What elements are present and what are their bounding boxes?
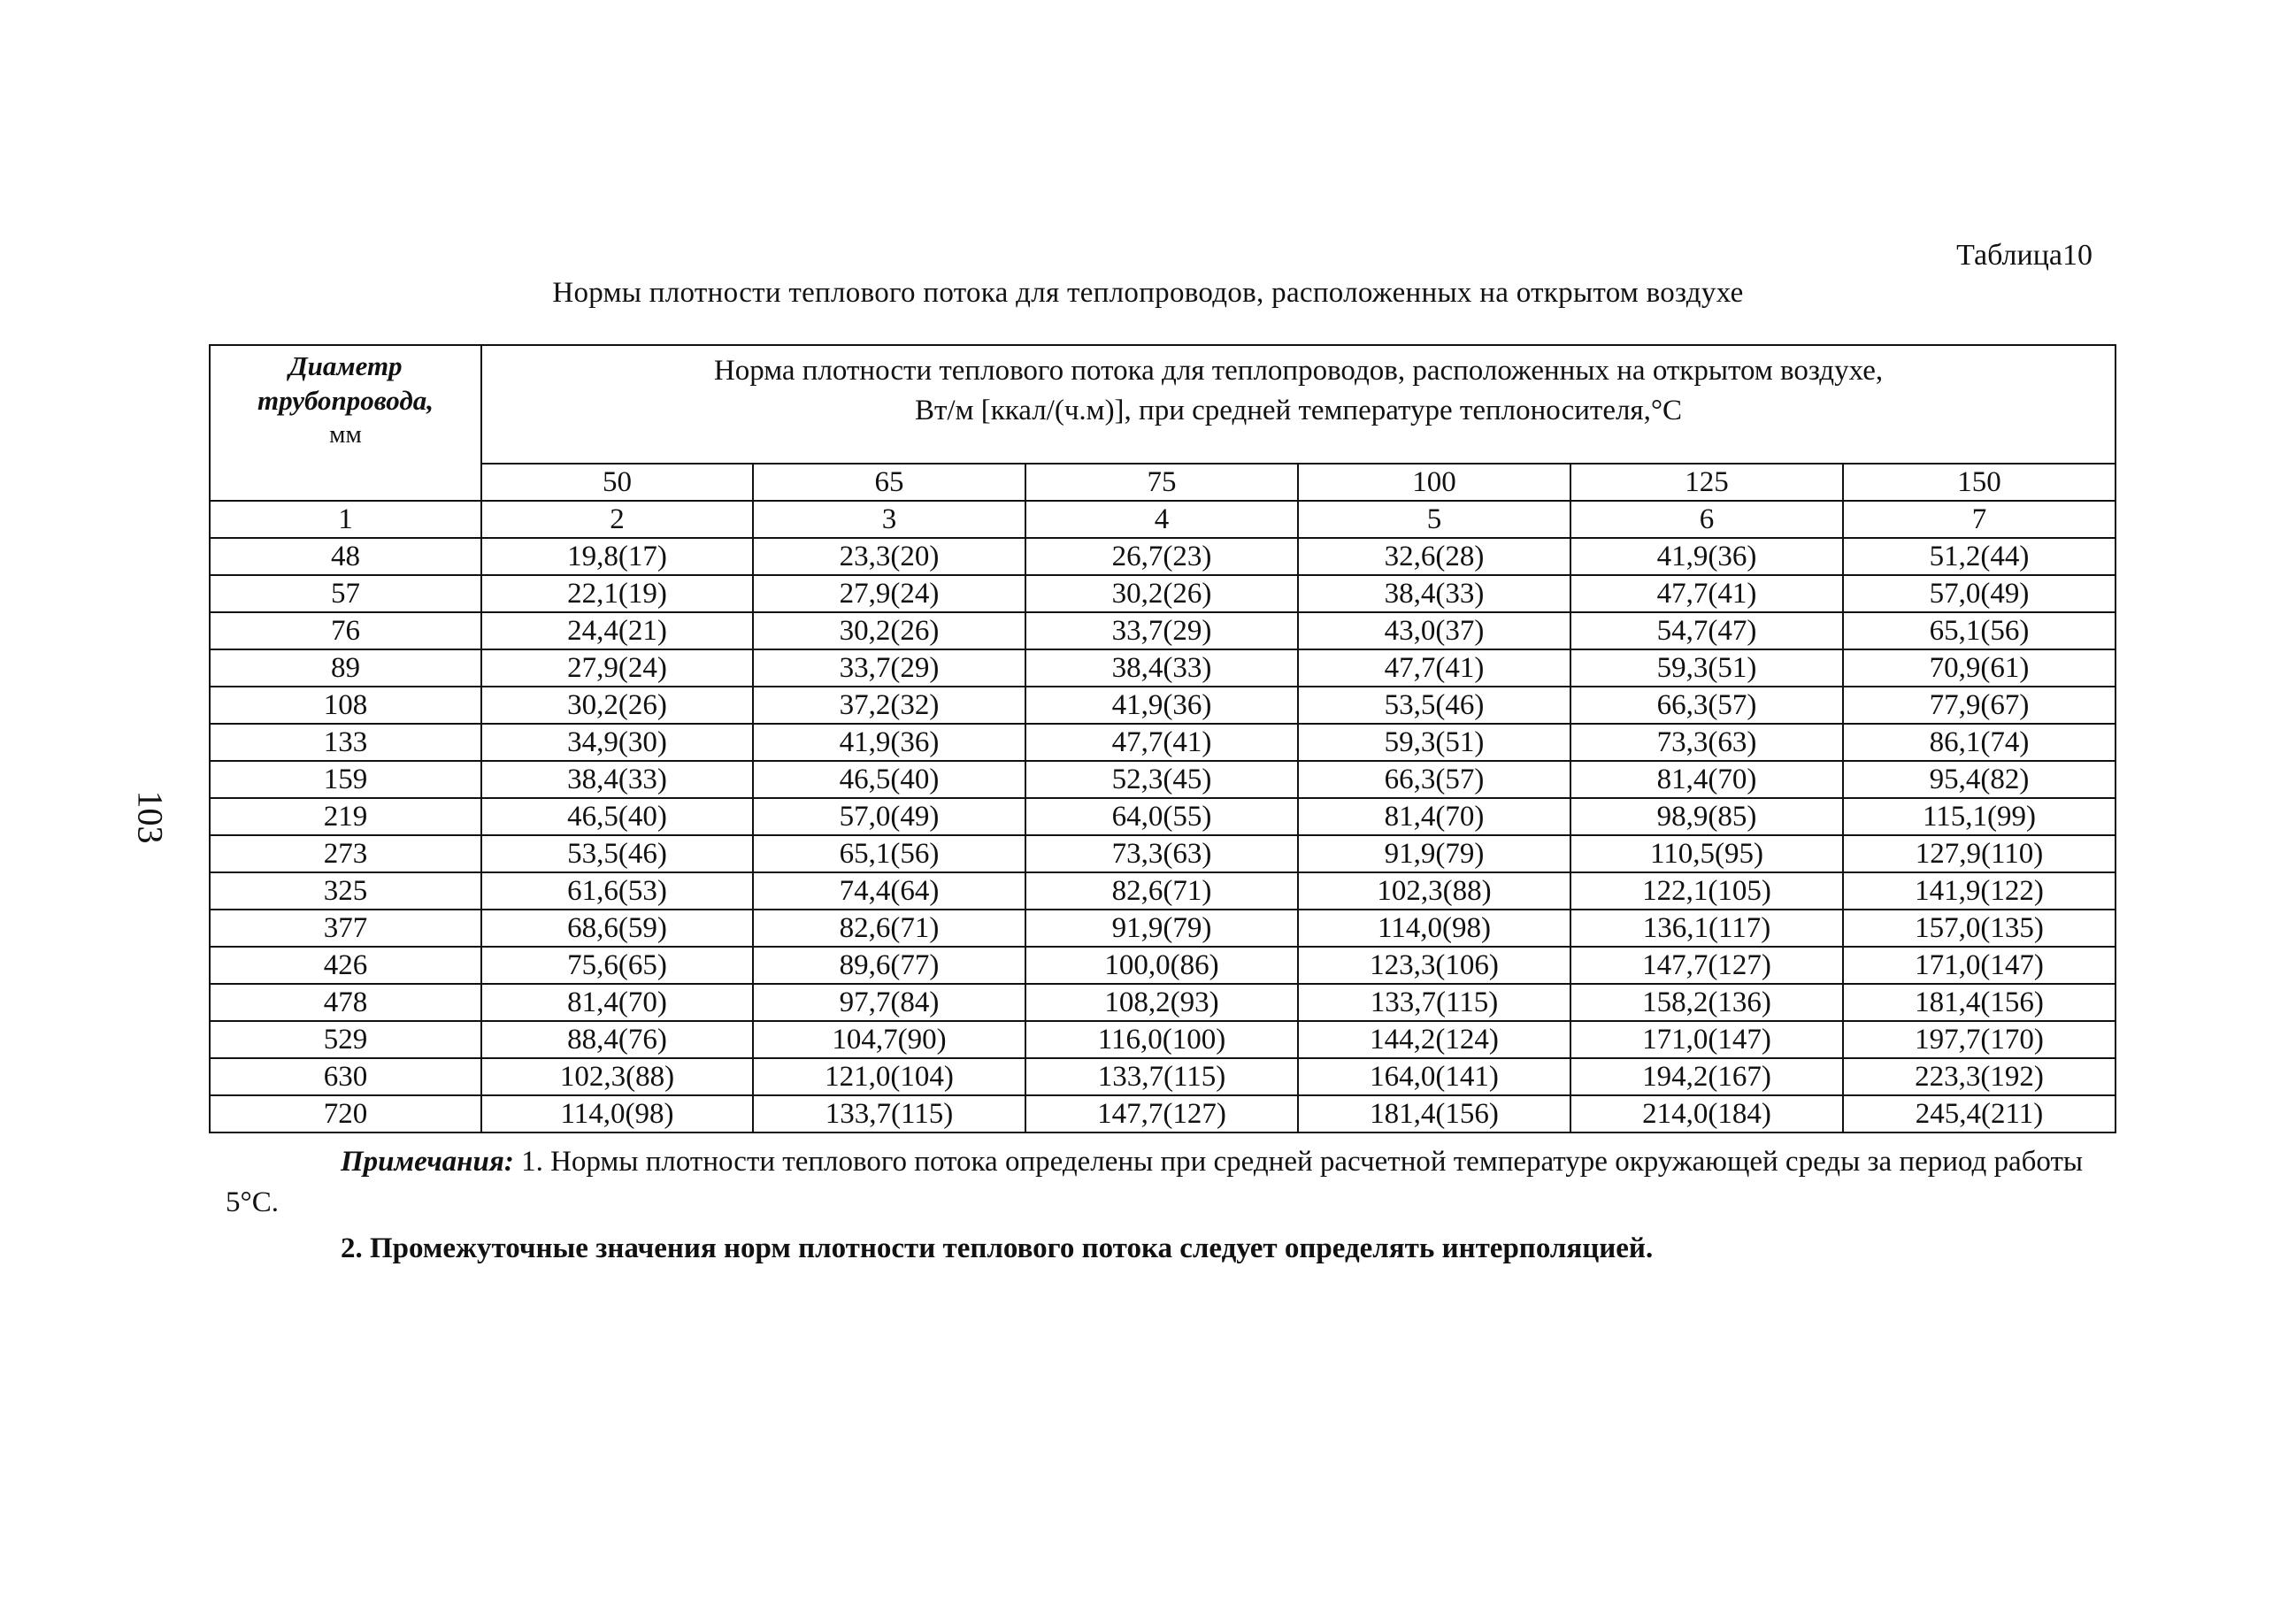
value-cell: 121,0(104): [753, 1058, 1025, 1095]
table-row: [210, 910, 2116, 947]
heat-flux-norms-table: [209, 344, 2116, 1133]
value-cell: 91,9(79): [1298, 835, 1570, 872]
value-cell: 43,0(37): [1298, 612, 1570, 649]
diameter-header-line: трубопровода,: [257, 384, 434, 416]
table-row: [210, 538, 2116, 575]
column-number: 7: [1843, 501, 2116, 538]
table-row: [210, 687, 2116, 724]
temperature-header: 50: [481, 464, 753, 501]
value-cell: 33,7(29): [1025, 612, 1298, 649]
value-cell: 171,0(147): [1570, 1021, 1843, 1058]
table-row: [210, 984, 2116, 1021]
value-cell: 57,0(49): [1843, 575, 2116, 612]
diameter-cell: 76: [210, 612, 481, 649]
value-cell: 30,2(26): [1025, 575, 1298, 612]
value-cell: 95,4(82): [1843, 761, 2116, 798]
diameter-cell: 159: [210, 761, 481, 798]
value-cell: 47,7(41): [1025, 724, 1298, 761]
value-cell: 81,4(70): [481, 984, 753, 1021]
column-number: 5: [1298, 501, 1570, 538]
column-number: 2: [481, 501, 753, 538]
value-cell: 88,4(76): [481, 1021, 753, 1058]
value-cell: 194,2(167): [1570, 1058, 1843, 1095]
value-cell: 133,7(115): [1025, 1058, 1298, 1095]
diameter-cell: 325: [210, 872, 481, 910]
value-cell: 51,2(44): [1843, 538, 2116, 575]
value-cell: 158,2(136): [1570, 984, 1843, 1021]
value-cell: 147,7(127): [1025, 1095, 1298, 1132]
value-cell: 30,2(26): [481, 687, 753, 724]
temperature-row: [210, 464, 2116, 501]
value-cell: 34,9(30): [481, 724, 753, 761]
diameter-cell: 57: [210, 575, 481, 612]
value-cell: 123,3(106): [1298, 947, 1570, 984]
value-cell: 23,3(20): [753, 538, 1025, 575]
temperature-header: 75: [1025, 464, 1298, 501]
value-cell: 81,4(70): [1298, 798, 1570, 835]
value-cell: 104,7(90): [753, 1021, 1025, 1058]
diameter-cell: 720: [210, 1095, 481, 1132]
table-row: [210, 872, 2116, 910]
temperature-header: 65: [753, 464, 1025, 501]
value-cell: 38,4(33): [1298, 575, 1570, 612]
value-cell: 22,1(19): [481, 575, 753, 612]
value-cell: 100,0(86): [1025, 947, 1298, 984]
value-cell: 164,0(141): [1298, 1058, 1570, 1095]
value-cell: 19,8(17): [481, 538, 753, 575]
value-cell: 147,7(127): [1570, 947, 1843, 984]
column-number: 4: [1025, 501, 1298, 538]
diameter-header-unit: мм: [329, 419, 362, 449]
value-cell: 41,9(36): [1570, 538, 1843, 575]
diameter-cell: 377: [210, 910, 481, 947]
column-number: 3: [753, 501, 1025, 538]
diameter-cell: 478: [210, 984, 481, 1021]
value-cell: 24,4(21): [481, 612, 753, 649]
value-cell: 157,0(135): [1843, 910, 2116, 947]
column-number: 6: [1570, 501, 1843, 538]
value-cell: 61,6(53): [481, 872, 753, 910]
column-number: 1: [210, 501, 481, 538]
column-number-row: [210, 501, 2116, 538]
value-cell: 38,4(33): [1025, 649, 1298, 687]
value-cell: 26,7(23): [1025, 538, 1298, 575]
notes-label: Примечания:: [341, 1146, 514, 1178]
value-cell: 127,9(110): [1843, 835, 2116, 872]
note-1-text: 1. Нормы плотности теплового потока определены при средней расчетной температуре окружающей среды за период работы 5°С.: [226, 1146, 2084, 1218]
value-cell: 70,9(61): [1843, 649, 2116, 687]
temperature-header: 100: [1298, 464, 1570, 501]
value-cell: 181,4(156): [1843, 984, 2116, 1021]
value-cell: 141,9(122): [1843, 872, 2116, 910]
notes: [226, 1141, 2128, 1269]
value-cell: 102,3(88): [1298, 872, 1570, 910]
value-cell: 86,1(74): [1843, 724, 2116, 761]
value-cell: 57,0(49): [753, 798, 1025, 835]
norm-header-line: Норма плотности теплового потока для теплопроводов, расположенных на открытом воздухе,: [713, 355, 1884, 387]
value-cell: 30,2(26): [753, 612, 1025, 649]
value-cell: 82,6(71): [1025, 872, 1298, 910]
table-row: [210, 575, 2116, 612]
value-cell: 108,2(93): [1025, 984, 1298, 1021]
table-row: [210, 798, 2116, 835]
value-cell: 136,1(117): [1570, 910, 1843, 947]
value-cell: 82,6(71): [753, 910, 1025, 947]
diameter-cell: 89: [210, 649, 481, 687]
value-cell: 47,7(41): [1570, 575, 1843, 612]
page-number: 103: [130, 790, 171, 844]
value-cell: 144,2(124): [1298, 1021, 1570, 1058]
temperature-header: 150: [1843, 464, 2116, 501]
value-cell: 73,3(63): [1570, 724, 1843, 761]
value-cell: 33,7(29): [753, 649, 1025, 687]
norm-header-line: Вт/м [ккал/(ч.м)], при средней температуре теплоносителя,°С: [914, 394, 1683, 426]
value-cell: 89,6(77): [753, 947, 1025, 984]
value-cell: 114,0(98): [481, 1095, 753, 1132]
value-cell: 59,3(51): [1570, 649, 1843, 687]
diameter-cell: 630: [210, 1058, 481, 1095]
diameter-cell: 529: [210, 1021, 481, 1058]
value-cell: 197,7(170): [1843, 1021, 2116, 1058]
value-cell: 64,0(55): [1025, 798, 1298, 835]
norm-header: [481, 345, 2116, 464]
value-cell: 41,9(36): [753, 724, 1025, 761]
value-cell: 75,6(65): [481, 947, 753, 984]
value-cell: 53,5(46): [481, 835, 753, 872]
value-cell: 214,0(184): [1570, 1095, 1843, 1132]
value-cell: 46,5(40): [481, 798, 753, 835]
value-cell: 114,0(98): [1298, 910, 1570, 947]
table-row: [210, 1095, 2116, 1132]
value-cell: 54,7(47): [1570, 612, 1843, 649]
value-cell: 115,1(99): [1843, 798, 2116, 835]
value-cell: 245,4(211): [1843, 1095, 2116, 1132]
value-cell: 27,9(24): [481, 649, 753, 687]
value-cell: 102,3(88): [481, 1058, 753, 1095]
table-row: [210, 649, 2116, 687]
table-row: [210, 612, 2116, 649]
value-cell: 68,6(59): [481, 910, 753, 947]
table-body: [210, 538, 2116, 1132]
value-cell: 59,3(51): [1298, 724, 1570, 761]
value-cell: 73,3(63): [1025, 835, 1298, 872]
value-cell: 97,7(84): [753, 984, 1025, 1021]
value-cell: 81,4(70): [1570, 761, 1843, 798]
note-1: [226, 1141, 2128, 1223]
value-cell: 74,4(64): [753, 872, 1025, 910]
value-cell: 181,4(156): [1298, 1095, 1570, 1132]
value-cell: 77,9(67): [1843, 687, 2116, 724]
diameter-header-line: Диаметр: [288, 350, 403, 381]
value-cell: 122,1(105): [1570, 872, 1843, 910]
value-cell: 110,5(95): [1570, 835, 1843, 872]
value-cell: 116,0(100): [1025, 1021, 1298, 1058]
table-row: [210, 947, 2116, 984]
table-row: [210, 1021, 2116, 1058]
value-cell: 46,5(40): [753, 761, 1025, 798]
table-row: [210, 835, 2116, 872]
value-cell: 47,7(41): [1298, 649, 1570, 687]
table-row: [210, 1058, 2116, 1095]
value-cell: 32,6(28): [1298, 538, 1570, 575]
value-cell: 27,9(24): [753, 575, 1025, 612]
value-cell: 53,5(46): [1298, 687, 1570, 724]
diameter-cell: 273: [210, 835, 481, 872]
diameter-cell: 219: [210, 798, 481, 835]
table-row: [210, 724, 2116, 761]
value-cell: 41,9(36): [1025, 687, 1298, 724]
value-cell: 38,4(33): [481, 761, 753, 798]
value-cell: 133,7(115): [753, 1095, 1025, 1132]
document-title: Нормы плотности теплового потока для теплопроводов, расположенных на открытом воздухе: [552, 277, 1744, 309]
diameter-header: [210, 345, 481, 501]
diameter-cell: 133: [210, 724, 481, 761]
value-cell: 66,3(57): [1298, 761, 1570, 798]
value-cell: 133,7(115): [1298, 984, 1570, 1021]
value-cell: 66,3(57): [1570, 687, 1843, 724]
note-2: 2. Промежуточные значения норм плотности теплового потока следует определять интерполяцией.: [341, 1232, 1654, 1264]
value-cell: 91,9(79): [1025, 910, 1298, 947]
table-row: [210, 761, 2116, 798]
value-cell: 223,3(192): [1843, 1058, 2116, 1095]
diameter-cell: 108: [210, 687, 481, 724]
value-cell: 37,2(32): [753, 687, 1025, 724]
value-cell: 52,3(45): [1025, 761, 1298, 798]
table-label: Таблица10: [1956, 239, 2093, 272]
value-cell: 65,1(56): [753, 835, 1025, 872]
value-cell: 98,9(85): [1570, 798, 1843, 835]
diameter-cell: 426: [210, 947, 481, 984]
temperature-header: 125: [1570, 464, 1843, 501]
value-cell: 171,0(147): [1843, 947, 2116, 984]
header-row-main: [210, 345, 2116, 464]
value-cell: 65,1(56): [1843, 612, 2116, 649]
diameter-cell: 48: [210, 538, 481, 575]
